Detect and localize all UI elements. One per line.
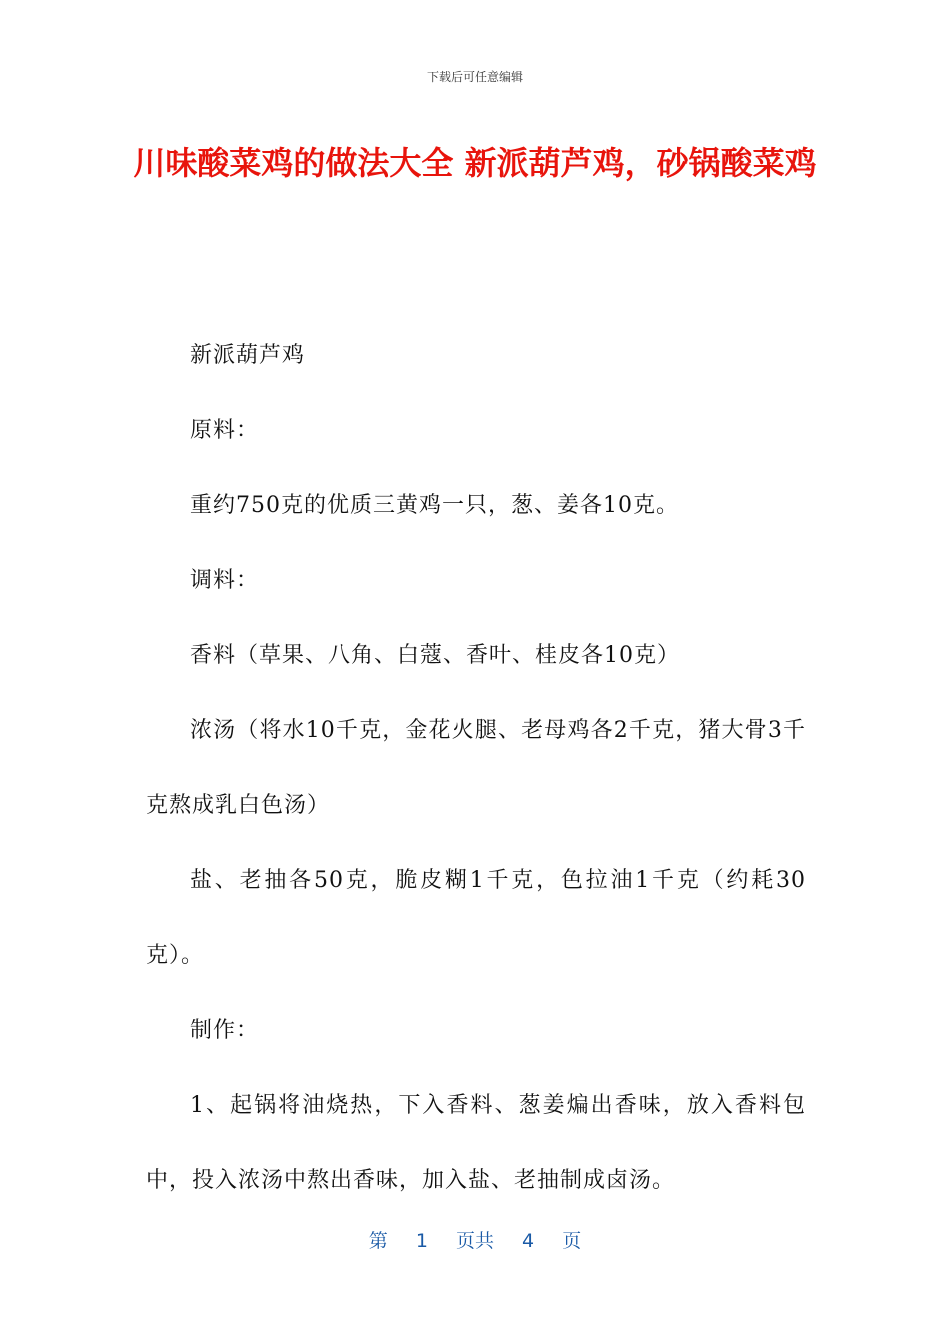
- document-body: [146, 318, 806, 1218]
- paragraph-method-heading: 制作：: [190, 1018, 260, 1043]
- footer-middle: 页共: [455, 1230, 494, 1252]
- document-title: 川味酸菜鸡的做法大全 新派葫芦鸡，砂锅酸菜鸡: [133, 144, 817, 182]
- header-note: 下载后可任意编辑: [426, 70, 523, 84]
- page-footer: [0, 1226, 950, 1253]
- paragraph-ingredients: 重约750克的优质三黄鸡一只，葱、姜各10克。: [190, 493, 679, 518]
- footer-page-number: 1: [415, 1230, 428, 1252]
- footer-suffix: 页: [562, 1230, 582, 1252]
- paragraph-broth: 浓汤（将水10千克，金花火腿、老母鸡各2千克，猪大骨3千克熬成乳白色汤）: [146, 718, 806, 818]
- paragraph-seasoning-heading: 调料：: [190, 568, 260, 593]
- paragraph-ingredients-heading: 原料：: [190, 418, 260, 443]
- paragraph-subtitle: 新派葫芦鸡: [190, 343, 306, 368]
- footer-prefix: 第: [368, 1230, 388, 1252]
- paragraph-step-1: 1、起锅将油烧热，下入香料、葱姜煸出香味，放入香料包中，投入浓汤中熬出香味，加入盐、老抽制成卤汤。: [146, 1093, 806, 1193]
- paragraph-spices: 香料（草果、八角、白蔻、香叶、桂皮各10克）: [190, 643, 680, 668]
- paragraph-condiments: 盐、老抽各50克，脆皮糊1千克，色拉油1千克（约耗30克）。: [146, 868, 806, 968]
- footer-total-pages: 4: [522, 1230, 535, 1252]
